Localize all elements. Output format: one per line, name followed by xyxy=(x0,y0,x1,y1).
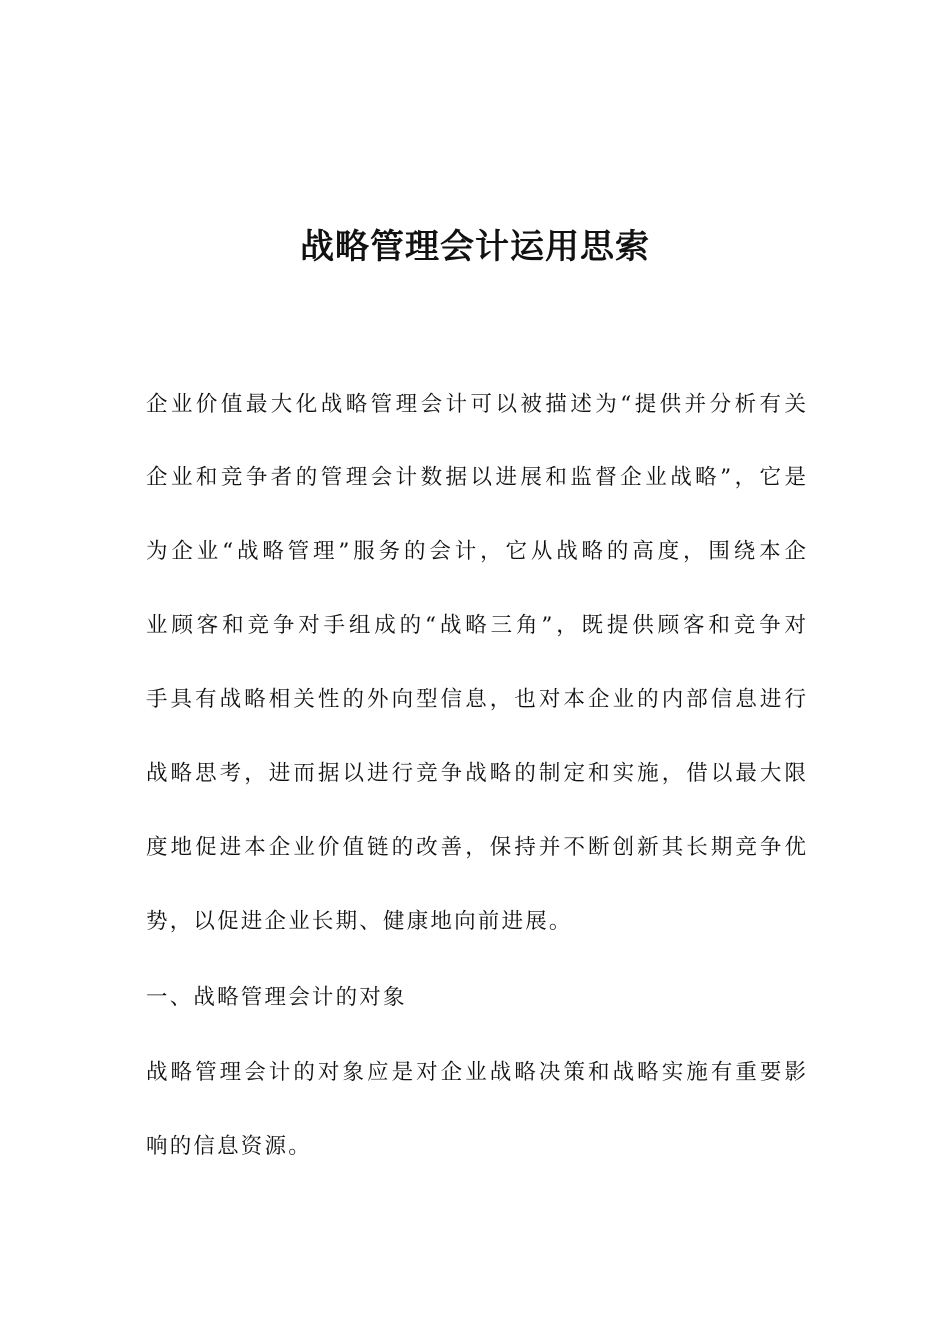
paragraph-1-line-4: 业顾客和竞争对手组成的“战略三角”，既提供顾客和竞争对 xyxy=(146,613,806,638)
paragraph-1-line-6: 战略思考，进而据以进行竞争战略的制定和实施，借以最大限 xyxy=(146,761,806,786)
paragraph-2-line-1: 战略管理会计的对象应是对企业战略决策和战略实施有重要影 xyxy=(146,1060,806,1085)
paragraph-1-line-5: 手具有战略相关性的外向型信息，也对本企业的内部信息进行 xyxy=(146,687,806,712)
document-title: 战略管理会计运用思索 xyxy=(300,227,650,267)
section-heading: 一、战略管理会计的对象 xyxy=(146,985,407,1010)
paragraph-1-line-3: 为企业“战略管理”服务的会计，它从战略的高度，围绕本企 xyxy=(146,539,806,564)
paragraph-1-line-8: 势，以促进企业长期、健康地向前进展。 xyxy=(146,909,573,934)
paragraph-1-line-7: 度地促进本企业价值链的改善，保持并不断创新其长期竞争优 xyxy=(146,835,806,860)
paragraph-1-line-1: 企业价值最大化战略管理会计可以被描述为“提供并分析有关 xyxy=(146,392,806,417)
paragraph-1-line-2: 企业和竞争者的管理会计数据以进展和监督企业战略”，它是 xyxy=(146,465,806,490)
paragraph-2-line-2: 响的信息资源。 xyxy=(146,1134,312,1159)
